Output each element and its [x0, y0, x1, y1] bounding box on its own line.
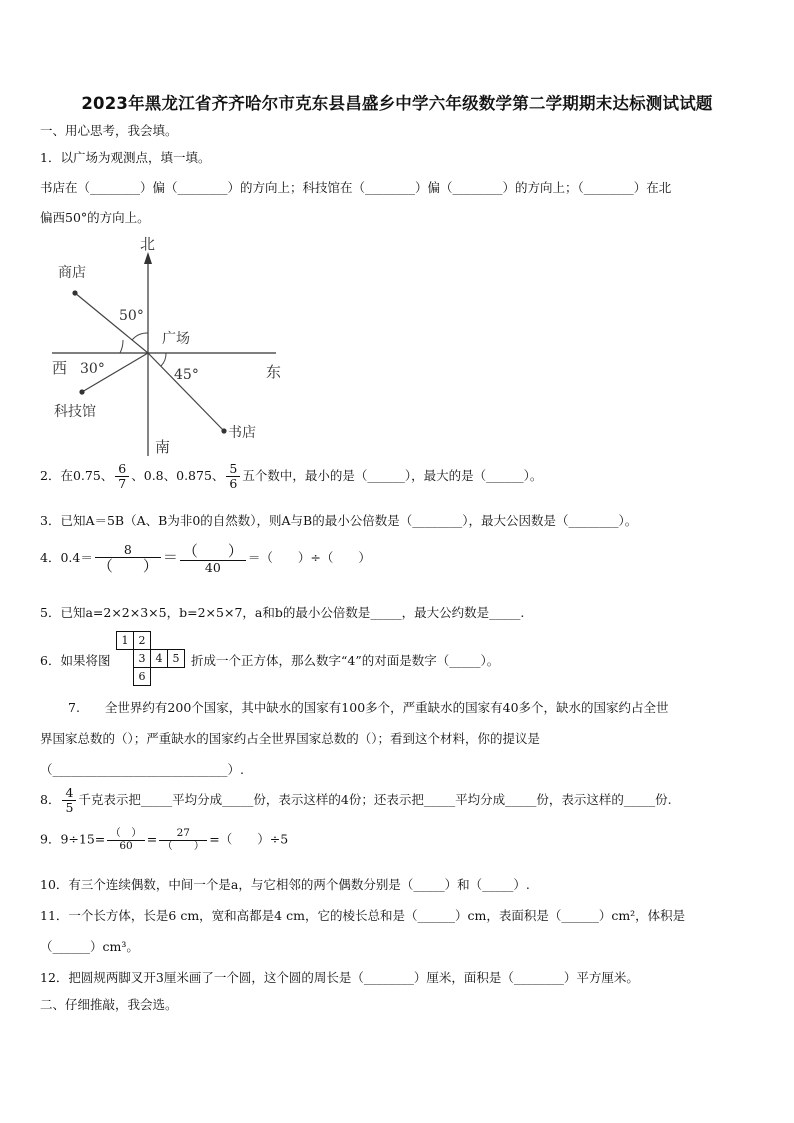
q4-text-c: ＝（ ）÷（ ） [247, 550, 371, 566]
q2-f1-denominator: 7 [118, 475, 127, 491]
q9-fraction-2 [159, 828, 207, 852]
q2-f1-numerator: 6 [115, 462, 129, 477]
bookstore-ray [148, 353, 224, 431]
q7-line3: （____________________________）. [40, 762, 244, 777]
q3: 3．已知A＝5B（A、B为非0的自然数），则A与B的最小公倍数是（________），最大公因数是（________）。 [40, 513, 638, 528]
q8-text-a: 8． [40, 791, 61, 807]
q12: 12．把圆规两脚叉开3厘米画了一个圆，这个圆的周长是（________）厘米，面积是（________）平方厘米。 [40, 970, 639, 985]
bookstore-label: 书店 [228, 425, 256, 441]
section-2-heading: 二、仔细推敲，我会选。 [40, 997, 178, 1012]
page-title: 2023年黑龙江省齐齐哈尔市克东县昌盛乡中学六年级数学第二学期期末达标测试试题 [81, 94, 713, 113]
net-cell: 1 [117, 632, 134, 650]
q9-text-a: 9．9÷15= [40, 831, 106, 847]
square-label: 广场 [162, 331, 190, 347]
west-label: 西 [52, 359, 68, 377]
direction-diagram [40, 228, 300, 460]
q2-f2-numerator: 5 [226, 462, 240, 477]
q1-line1: 书店在（________）偏（________）的方向上；科技馆在（________）偏（________）的方向上；（________）在北 [40, 180, 672, 195]
q11-line2: （______）cm³。 [40, 939, 139, 954]
angle-arc-book [161, 353, 166, 366]
net-cell: 2 [134, 632, 151, 650]
cube-net [116, 631, 185, 686]
q6-text-c: 折成一个正方体，那么数字“4”的对面是数字（_____）。 [191, 653, 500, 668]
q5: 5．已知a=2×2×3×5，b=2×5×7，a和b的最小公倍数是_____，最大公约数是_____. [40, 605, 525, 620]
q7-line2: 界国家总数的（）；严重缺水的国家约占全世界国家总数的（）；看到这个材料，你的提议是 [40, 731, 541, 746]
east-label: 东 [266, 363, 282, 381]
shop-point [72, 290, 77, 295]
q2-text-c: 五个数中，最小的是（______），最大的是（______）。 [242, 467, 543, 483]
angle-shop-label: 50° [119, 308, 144, 324]
q11-line1: 11．一个长方体，长是6 cm，宽和高都是4 cm，它的棱长总和是（______）cm，表面积是（______）cm²，体积是 [40, 908, 686, 923]
q9-f1-denominator: 60 [119, 839, 133, 852]
q10: 10．有三个连续偶数，中间一个是a，与它相邻的两个偶数分别是（_____）和（_____）. [40, 877, 530, 892]
net-cell: 6 [134, 668, 151, 686]
q8 [40, 786, 672, 815]
net-cell: 4 [151, 650, 168, 668]
q1-stem: 1．以广场为观测点，填一填。 [40, 150, 211, 165]
q4 [40, 543, 371, 574]
q2-fraction-2 [226, 462, 240, 491]
south-label: 南 [155, 438, 171, 456]
q4-equals: ＝ [162, 548, 178, 567]
q4-text-a: 4．0.4＝ [40, 550, 93, 566]
q9-fraction-1 [107, 828, 145, 852]
q9-f2-numerator: 27 [159, 828, 207, 841]
q9-equals: = [146, 831, 158, 847]
q2-fraction-1 [115, 462, 129, 491]
angle-book-label: 45° [174, 367, 199, 383]
q2-text-a: 2．在0.75、 [40, 467, 114, 483]
net-cell: 5 [168, 650, 185, 668]
q8-numerator: 4 [62, 786, 76, 801]
bookstore-point [221, 428, 226, 433]
q6-text-a: 6．如果将图 [40, 653, 111, 668]
tech-point [79, 389, 84, 394]
q1-line2: 偏西50°的方向上。 [40, 210, 150, 225]
angle-arc-tech [120, 340, 123, 353]
section-1-heading: 一、用心思考，我会填。 [40, 123, 178, 138]
q4-f1-numerator: 8 [95, 543, 161, 558]
north-label: 北 [140, 235, 156, 253]
q8-denominator: 5 [65, 799, 74, 815]
q8-text-c: 千克表示把_____平均分成_____份，表示这样的4份；还表示把_____平均分成_____份，表示这样的_____份. [78, 791, 672, 807]
q2-f2-denominator: 6 [229, 475, 238, 491]
net-cell: 3 [134, 650, 151, 668]
q4-f1-denominator: （ ） [97, 556, 158, 575]
q4-f2-numerator: （ ） [180, 543, 246, 561]
shop-label: 商店 [58, 265, 86, 281]
q9-text-c: =（ ）÷5 [209, 831, 289, 847]
q9 [40, 828, 288, 852]
q8-fraction [62, 786, 76, 815]
q4-fraction-2 [180, 543, 246, 574]
q9-f2-denominator: （ ） [162, 839, 205, 852]
q9-f1-numerator: （ ） [107, 828, 145, 841]
north-arrow-icon [144, 252, 152, 264]
q2 [40, 462, 542, 491]
q4-fraction-1 [95, 543, 161, 574]
q7-line1: 7. 全世界约有200个国家，其中缺水的国家有100多个，严重缺水的国家有40多个，缺水的国家约占全世 [68, 700, 669, 715]
q2-text-b: 、0.8、0.875、 [131, 467, 225, 483]
angle-arc-shop [132, 333, 148, 340]
tech-label: 科技馆 [54, 404, 96, 420]
q4-f2-denominator: 40 [204, 559, 221, 575]
angle-tech-label: 30° [80, 361, 105, 377]
